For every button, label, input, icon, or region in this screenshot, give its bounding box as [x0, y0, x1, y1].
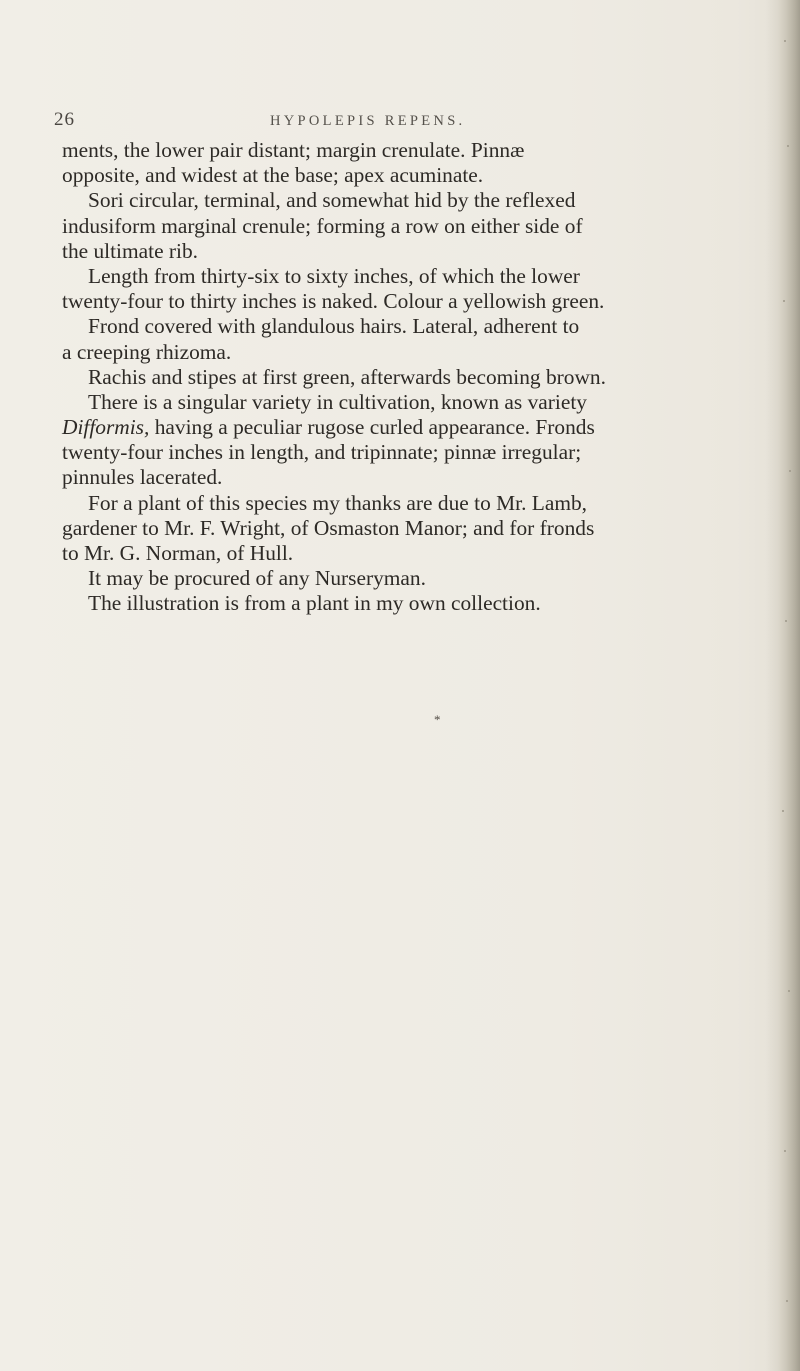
text-line: It may be procured of any Nurseryman.	[88, 566, 426, 591]
text-line: the ultimate rib.	[62, 238, 199, 263]
text-line: indusiform marginal crenule; forming a row on either side of	[62, 213, 583, 238]
text-line: The illustration is from a plant in my own collection.	[88, 591, 541, 616]
variety-name: Difformis,	[62, 415, 150, 440]
text-line: Frond covered with glandulous hairs. Lateral, adherent to	[88, 314, 580, 339]
running-title: HYPOLEPIS REPENS.	[270, 113, 466, 129]
ornament-asterisk: *	[434, 712, 441, 727]
text-line: For a plant of this species my thanks are due to Mr. Lamb,	[88, 490, 588, 515]
text-line: twenty-four inches in length, and tripinnate; pinnæ irregular;	[62, 440, 582, 465]
page-header	[0, 109, 800, 133]
text-line: gardener to Mr. F. Wright, of Osmaston Manor; and for fronds	[62, 515, 595, 540]
text-line: to Mr. G. Norman, of Hull.	[62, 541, 294, 565]
text-line: opposite, and widest at the base; apex acuminate.	[62, 163, 484, 188]
text-line: a creeping rhizoma.	[62, 339, 232, 364]
text-line: Sori circular, terminal, and somewhat hid by the reflexed	[88, 188, 576, 213]
text-line: twenty-four to thirty inches is naked. Colour a yellowish green.	[62, 289, 605, 314]
text-line: pinnules lacerated.	[62, 465, 223, 490]
text-line: Rachis and stipes at first green, afterwards becoming brown.	[88, 364, 606, 389]
text-line	[62, 415, 784, 440]
text-line: ments, the lower pair distant; margin crenulate. Pinnæ	[62, 138, 525, 162]
text-line: There is a singular variety in cultivation, known as variety	[88, 389, 587, 414]
body-text	[62, 138, 784, 617]
text-fragment: having a peculiar rugose curled appearance. Fronds	[149, 415, 595, 440]
page-number: 26	[54, 109, 75, 130]
text-line: Length from thirty-six to sixty inches, of which the lower	[88, 263, 580, 288]
